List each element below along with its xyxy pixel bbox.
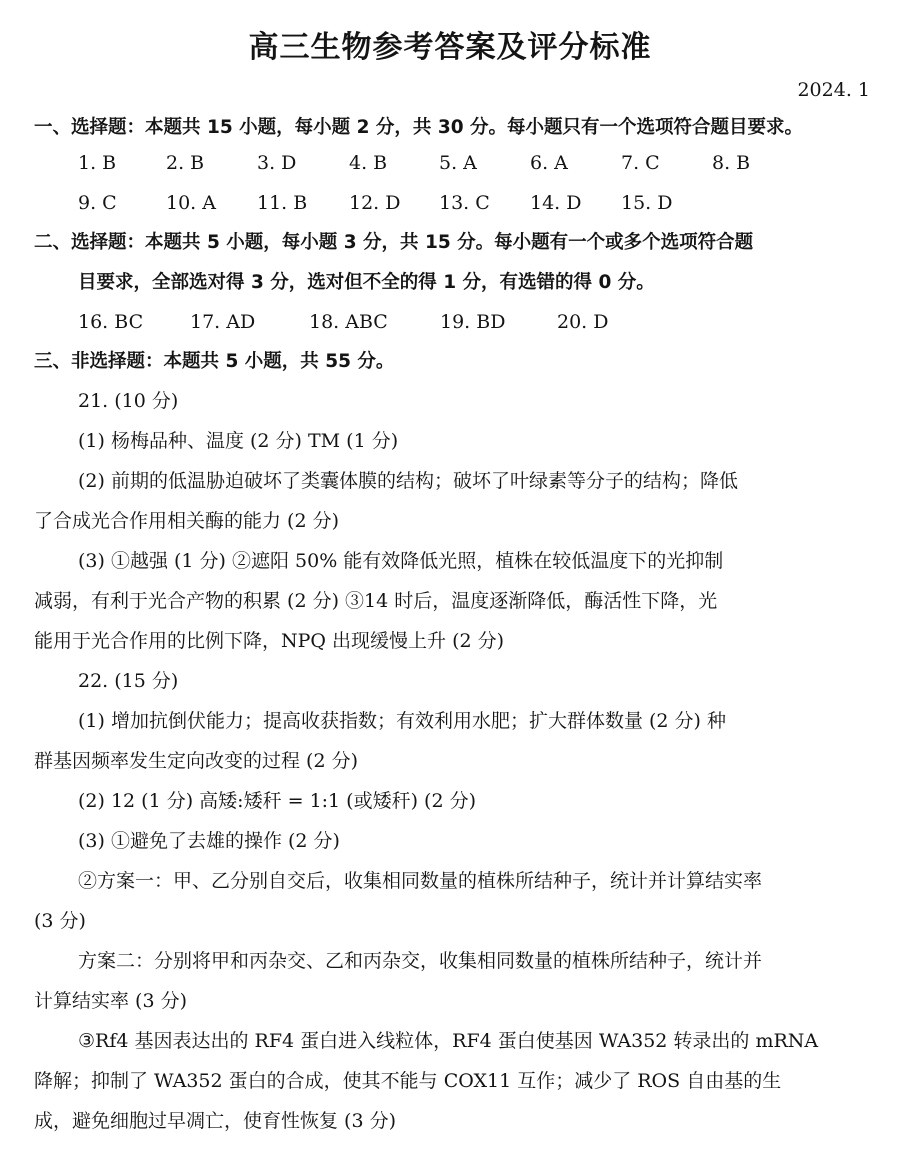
answer-item: 10. A (166, 192, 216, 214)
question-21-header: 21. (10 分) (78, 390, 179, 412)
q22-part-3-item-3: ③Rf4 基因表达出的 RF4 蛋白进入线粒体，RF4 蛋白使基因 WA352 转录出的 mRNA (78, 1030, 819, 1052)
q22-plan-1-cont: (3 分) (34, 910, 86, 932)
answer-item: 14. D (530, 192, 582, 214)
answer-item: 4. B (349, 152, 388, 174)
answer-item: 18. ABC (309, 311, 388, 333)
q21-part-3: (3) ①越强 (1 分) ②遮阳 50% 能有效降低光照，植株在较低温度下的光抑制 (78, 550, 724, 572)
q22-part-2: (2) 12 (1 分) 高矮:矮秆 = 1:1 (或矮秆) (2 分) (78, 790, 476, 812)
answer-item: 13. C (439, 192, 490, 214)
answer-item: 19. BD (440, 311, 506, 333)
q21-part-2-cont: 了合成光合作用相关酶的能力 (2 分) (34, 510, 339, 532)
answer-item: 1. B (78, 152, 117, 174)
answer-item: 12. D (349, 192, 401, 214)
answer-item: 5. A (439, 152, 477, 174)
section-3-heading: 三、非选择题：本题共 5 小题，共 55 分。 (34, 351, 395, 372)
answer-item: 9. C (78, 192, 117, 214)
answer-item: 11. B (257, 192, 308, 214)
section-2-heading: 二、选择题：本题共 5 小题，每小题 3 分，共 15 分。每小题有一个或多个选项符合题 (34, 232, 754, 253)
q22-plan-1: ②方案一：甲、乙分别自交后，收集相同数量的植株所结种子，统计并计算结实率 (78, 870, 763, 892)
answer-item: 6. A (530, 152, 568, 174)
q22-plan-2-cont: 计算结实率 (3 分) (34, 990, 187, 1012)
answer-item: 3. D (257, 152, 297, 174)
document-date: 2024. 1 (797, 79, 870, 101)
answer-item: 2. B (166, 152, 205, 174)
q22-part-3-item-3-cont: 降解；抑制了 WA352 蛋白的合成，使其不能与 COX11 互作；减少了 ROS 自由基的生 (34, 1070, 782, 1092)
q22-part-1-cont: 群基因频率发生定向改变的过程 (2 分) (34, 750, 358, 772)
q22-part-1: (1) 增加抗倒伏能力；提高收获指数；有效利用水肥；扩大群体数量 (2 分) 种 (78, 710, 726, 732)
answer-item: 17. AD (190, 311, 256, 333)
q21-part-2: (2) 前期的低温胁迫破坏了类囊体膜的结构；破坏了叶绿素等分子的结构；降低 (78, 470, 738, 492)
answer-item: 16. BC (78, 311, 144, 333)
answer-item: 15. D (621, 192, 673, 214)
page-title: 高三生物参考答案及评分标准 (248, 30, 652, 65)
question-22-header: 22. (15 分) (78, 670, 179, 692)
q22-part-3-item-3-cont: 成，避免细胞过早凋亡，使育性恢复 (3 分) (34, 1110, 396, 1132)
q21-part-3-cont: 减弱，有利于光合产物的积累 (2 分) ③14 时后，温度逐渐降低，酶活性下降，光 (34, 590, 718, 612)
section-2-heading-continued: 目要求，全部选对得 3 分，选对但不全的得 1 分，有选错的得 0 分。 (78, 272, 655, 293)
q21-part-3-cont: 能用于光合作用的比例下降，NPQ 出现缓慢上升 (2 分) (34, 630, 505, 652)
answer-item: 20. D (557, 311, 609, 333)
q21-part-1: (1) 杨梅品种、温度 (2 分) TM (1 分) (78, 430, 399, 452)
section-1-heading: 一、选择题：本题共 15 小题，每小题 2 分，共 30 分。每小题只有一个选项符合题目要求。 (34, 117, 804, 138)
answer-item: 8. B (712, 152, 751, 174)
q22-plan-2: 方案二：分别将甲和丙杂交、乙和丙杂交，收集相同数量的植株所结种子，统计并 (78, 950, 763, 972)
q22-part-3: (3) ①避免了去雄的操作 (2 分) (78, 830, 340, 852)
answer-item: 7. C (621, 152, 660, 174)
